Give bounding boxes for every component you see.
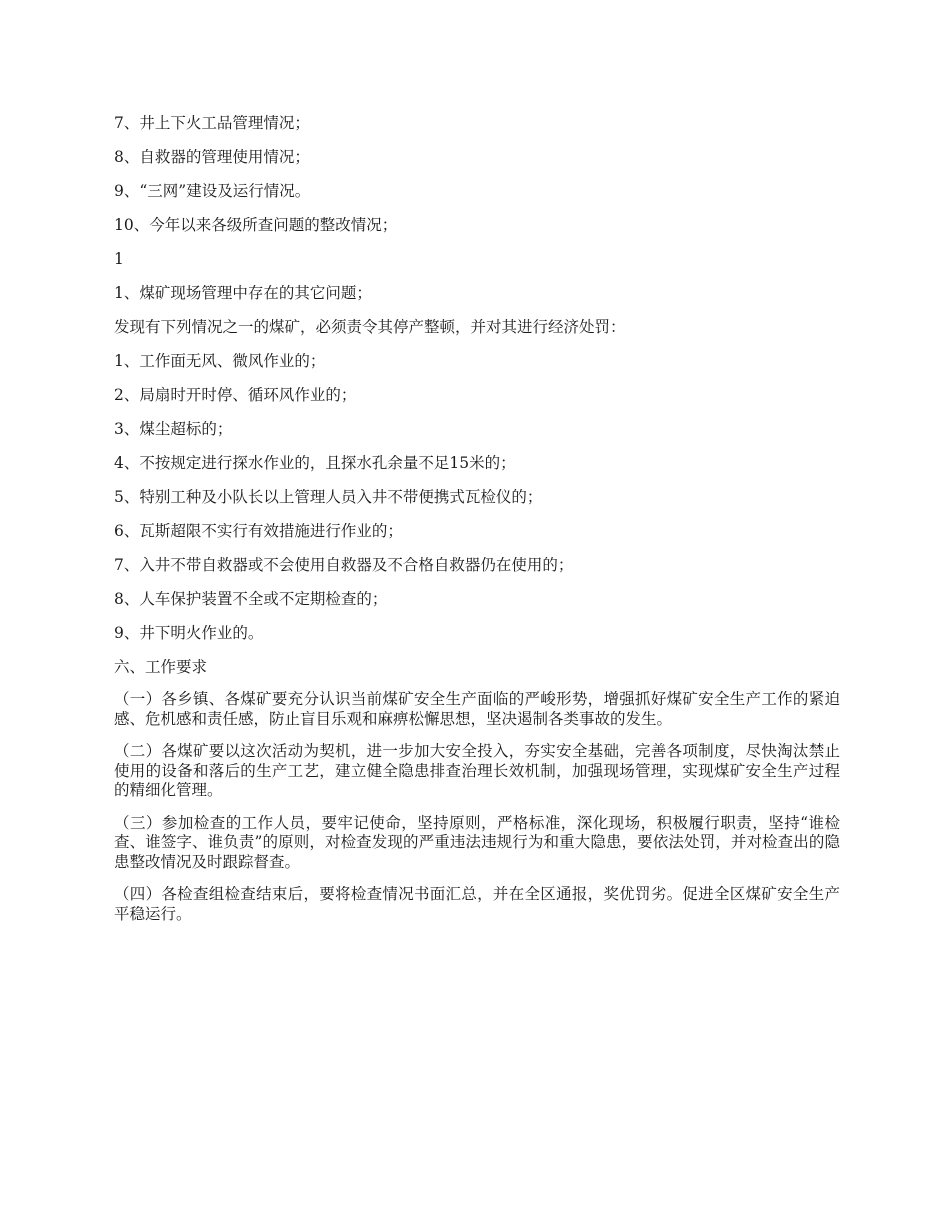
list-item: 7、入井不带自救器或不会使用自救器及不合格自救器仍在使用的； xyxy=(114,556,574,574)
paragraph: （四）各检查组检查结束后，要将检查情况书面汇总，并在全区通报，奖优罚劣。促进全区煤矿安全生产平稳运行。 xyxy=(114,885,840,923)
list-item: 8、自救器的管理使用情况； xyxy=(114,148,310,166)
paragraph: （一）各乡镇、各煤矿要充分认识当前煤矿安全生产面临的严峻形势，增强抓好煤矿安全生产工作的紧迫感、危机感和责任感，防止盲目乐观和麻痹松懈思想，坚决遏制各类事故的发生。 xyxy=(114,690,840,728)
list-item: 1、工作面无风、微风作业的； xyxy=(114,352,326,370)
list-item: 3、煤尘超标的； xyxy=(114,420,233,438)
list-item: 10、今年以来各级所查问题的整改情况； xyxy=(114,216,398,234)
paragraph: （三）参加检查的工作人员，要牢记使命，坚持原则，严格标准，深化现场，积极履行职责，坚持“谁检查、谁签字、谁负责”的原则，对检查发现的严重违法违规行为和重大隐患，要依法处罚，并对检查出的隐患整改情况及时跟踪督查。 xyxy=(114,813,840,871)
list-item: 1、煤矿现场管理中存在的其它问题； xyxy=(114,284,372,302)
intro-text: 发现有下列情况之一的煤矿，必须责令其停产整顿，并对其进行经济处罚： xyxy=(114,318,626,336)
section-heading: 六、工作要求 xyxy=(114,658,208,676)
list-item: 7、井上下火工品管理情况； xyxy=(114,114,310,132)
list-item: 5、特别工种及小队长以上管理人员入井不带便携式瓦检仪的； xyxy=(114,488,543,506)
list-item: 2、局扇时开时停、循环风作业的； xyxy=(114,386,357,404)
section-number: 1 xyxy=(114,250,124,268)
list-item: 9、“三网”建设及运行情况。 xyxy=(114,182,311,200)
list-item: 9、井下明火作业的。 xyxy=(114,624,264,642)
document-body xyxy=(114,112,840,937)
list-item: 4、不按规定进行探水作业的，且探水孔余量不足15米的； xyxy=(114,454,516,472)
list-item: 6、瓦斯超限不实行有效措施进行作业的； xyxy=(114,522,403,540)
paragraph: （二）各煤矿要以这次活动为契机，进一步加大安全投入，夯实安全基础，完善各项制度，尽快淘汰禁止使用的设备和落后的生产工艺，建立健全隐患排查治理长效机制，加强现场管理，实现煤矿安全生产过程的精细化管理。 xyxy=(114,742,840,799)
list-item: 8、人车保护装置不全或不定期检查的； xyxy=(114,590,388,608)
